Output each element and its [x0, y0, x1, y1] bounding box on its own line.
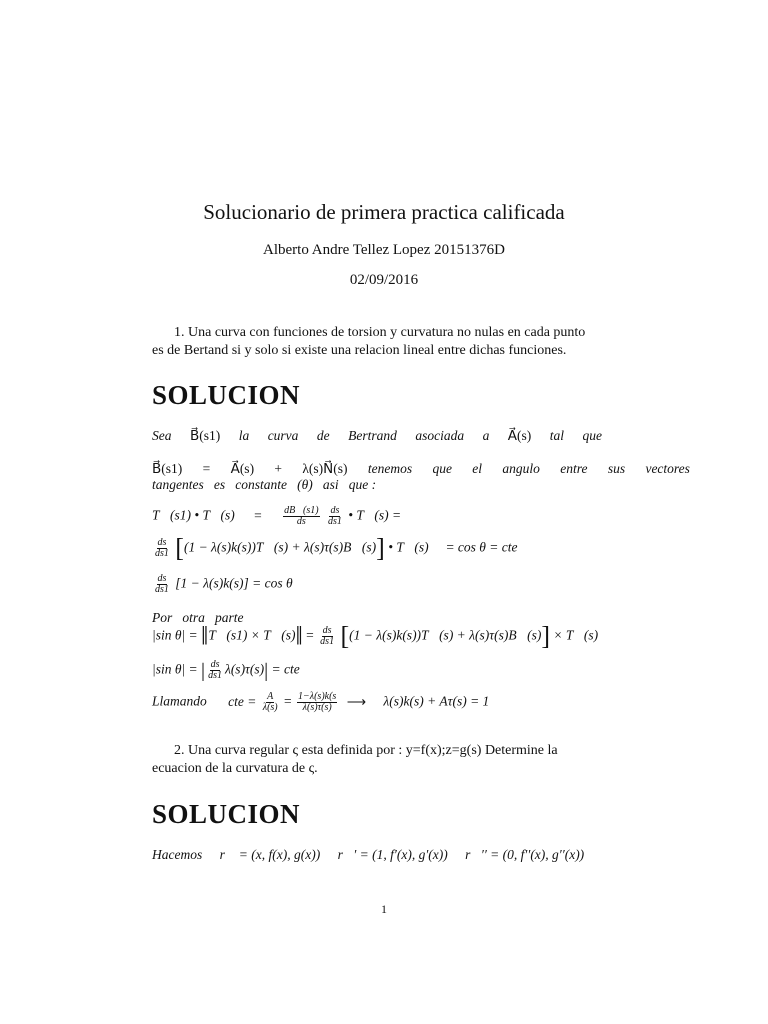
eq2-right: • T⃗(s) = cos θ = cte [388, 539, 518, 555]
denominator: λ(s) [262, 702, 278, 713]
eq4-equals: = [306, 627, 314, 643]
hacemos: Hacemos [152, 847, 203, 862]
equation-4 [152, 621, 599, 651]
numerator: dB⃗(s1) [284, 505, 319, 516]
bracket-close: ] [376, 533, 385, 563]
hacemos-line [152, 847, 584, 863]
r-vector: r⃗ = (x, f(x), g(x)) [219, 847, 321, 862]
eq1-right: • T⃗(s) = [348, 507, 402, 523]
abs-open: | [201, 659, 206, 682]
fraction [319, 626, 335, 647]
arrow-icon: ⟶ [346, 693, 367, 709]
fraction [262, 692, 279, 713]
bracket-open: [ [175, 533, 184, 563]
fraction [283, 506, 319, 527]
numerator: A [267, 691, 274, 702]
word: a [482, 428, 490, 443]
fraction [327, 506, 343, 527]
numerator: ds [330, 505, 340, 516]
eq1-equals: = [254, 507, 262, 523]
numerator: ds [157, 573, 167, 584]
word: angulo [502, 461, 540, 476]
fraction [207, 660, 223, 681]
numerator: 1−λ(s)k(s [298, 691, 337, 702]
eq4-mid: T⃗(s1) × T⃗(s) [208, 627, 296, 643]
equation-1 [152, 506, 401, 527]
eq5-left: |sin θ| = [152, 661, 202, 677]
word: + [274, 461, 283, 476]
word: vectores [645, 461, 690, 476]
sea-line [152, 428, 602, 444]
word: = [202, 461, 211, 476]
denominator: ds1 [320, 636, 335, 647]
author-line: Alberto Andre Tellez Lopez 20151376D [263, 242, 505, 258]
word: de [316, 428, 330, 443]
equals: = [284, 693, 292, 709]
fraction [154, 574, 170, 595]
word: tenemos [367, 461, 413, 476]
equation-3 [152, 574, 293, 595]
eq1-left: T⃗(s1) • T⃗(s) [152, 507, 235, 523]
denominator: ds1 [208, 670, 222, 681]
solution-heading-2: SOLUCION [152, 799, 301, 829]
word: entre [560, 461, 588, 476]
word: curva [267, 428, 299, 443]
norm-open: ‖ [201, 621, 209, 651]
denominator: ds1 [155, 548, 169, 559]
word: Bertrand [348, 428, 397, 443]
eq2-inner: (1 − λ(s)k(s))T⃗(s) + λ(s)τ(s)B⃗(s) [183, 539, 377, 555]
denominator: ds1 [155, 584, 169, 595]
word: Sea [152, 428, 172, 443]
word: el [472, 461, 483, 476]
eq4-right: × T⃗(s) [553, 627, 599, 643]
problem2-line1: 2. Una curva regular ς esta definida por : y=f(x);z=g(s) Determine la [174, 743, 558, 758]
llamando: Llamando [152, 693, 207, 709]
page-number: 1 [381, 902, 387, 916]
cte-eq: cte = [228, 693, 257, 709]
word: que [432, 461, 452, 476]
por-otra-parte: Por otra parte [152, 610, 244, 625]
word: A⃗(s) [230, 461, 255, 476]
tangentes-line: tangentes es constante (θ) asi que : [152, 477, 377, 492]
denominator: ds [296, 516, 306, 527]
date-line: 02/09/2016 [349, 272, 419, 288]
eq4-left: |sin θ| = [152, 627, 202, 643]
abs-close: | [264, 659, 269, 682]
fraction [154, 538, 170, 559]
final-relation: λ(s)k(s) + Aτ(s) = 1 [383, 693, 490, 709]
solution-heading-1: SOLUCION [152, 380, 301, 410]
bracket-open: [ [340, 621, 350, 651]
word: tal [549, 428, 564, 443]
fraction [297, 692, 337, 713]
norm-close: ‖ [295, 621, 303, 651]
word: asociada [415, 428, 465, 443]
problem1-line2: es de Bertand si y solo si existe una relacion lineal entre dichas funciones. [152, 343, 567, 358]
word: λ(s)N⃗(s) [302, 461, 348, 476]
word: B⃗(s1) [152, 461, 183, 476]
r-prime: r⃗′ = (1, f′(x), g′(x)) [337, 847, 448, 862]
equation-2 [152, 533, 518, 563]
eq5-right: λ(s)τ(s) [224, 661, 265, 677]
eq5-end: = cte [271, 661, 300, 677]
denominator: λ(s)τ(s) [302, 702, 332, 713]
document-title: Solucionario de primera practica calificada [203, 200, 565, 224]
equation-5 [152, 660, 300, 681]
denominator: ds1 [327, 516, 342, 527]
bracket-close: ] [541, 621, 551, 651]
equation-6 [152, 692, 489, 713]
eq4-inner: (1 − λ(s)k(s))T⃗(s) + λ(s)τ(s)B⃗(s) [349, 627, 542, 643]
numerator: ds [322, 625, 332, 636]
r-double-prime: r⃗′′ = (0, f′′(x), g′′(x)) [465, 847, 585, 862]
numerator: ds [157, 537, 167, 548]
problem1-line1: 1. Una curva con funciones de torsion y curvatura no nulas en cada punto [174, 325, 586, 340]
numerator: ds [210, 659, 220, 670]
word: la [238, 428, 250, 443]
word: sus [607, 461, 626, 476]
word: A⃗(s) [507, 428, 532, 443]
word: B⃗(s1) [189, 428, 221, 443]
problem2-line2: ecuacion de la curvatura de ς. [152, 761, 318, 776]
bertrand-line [152, 461, 690, 477]
word: que [582, 428, 602, 443]
eq3-body: [1 − λ(s)k(s)] = cos θ [175, 575, 293, 591]
